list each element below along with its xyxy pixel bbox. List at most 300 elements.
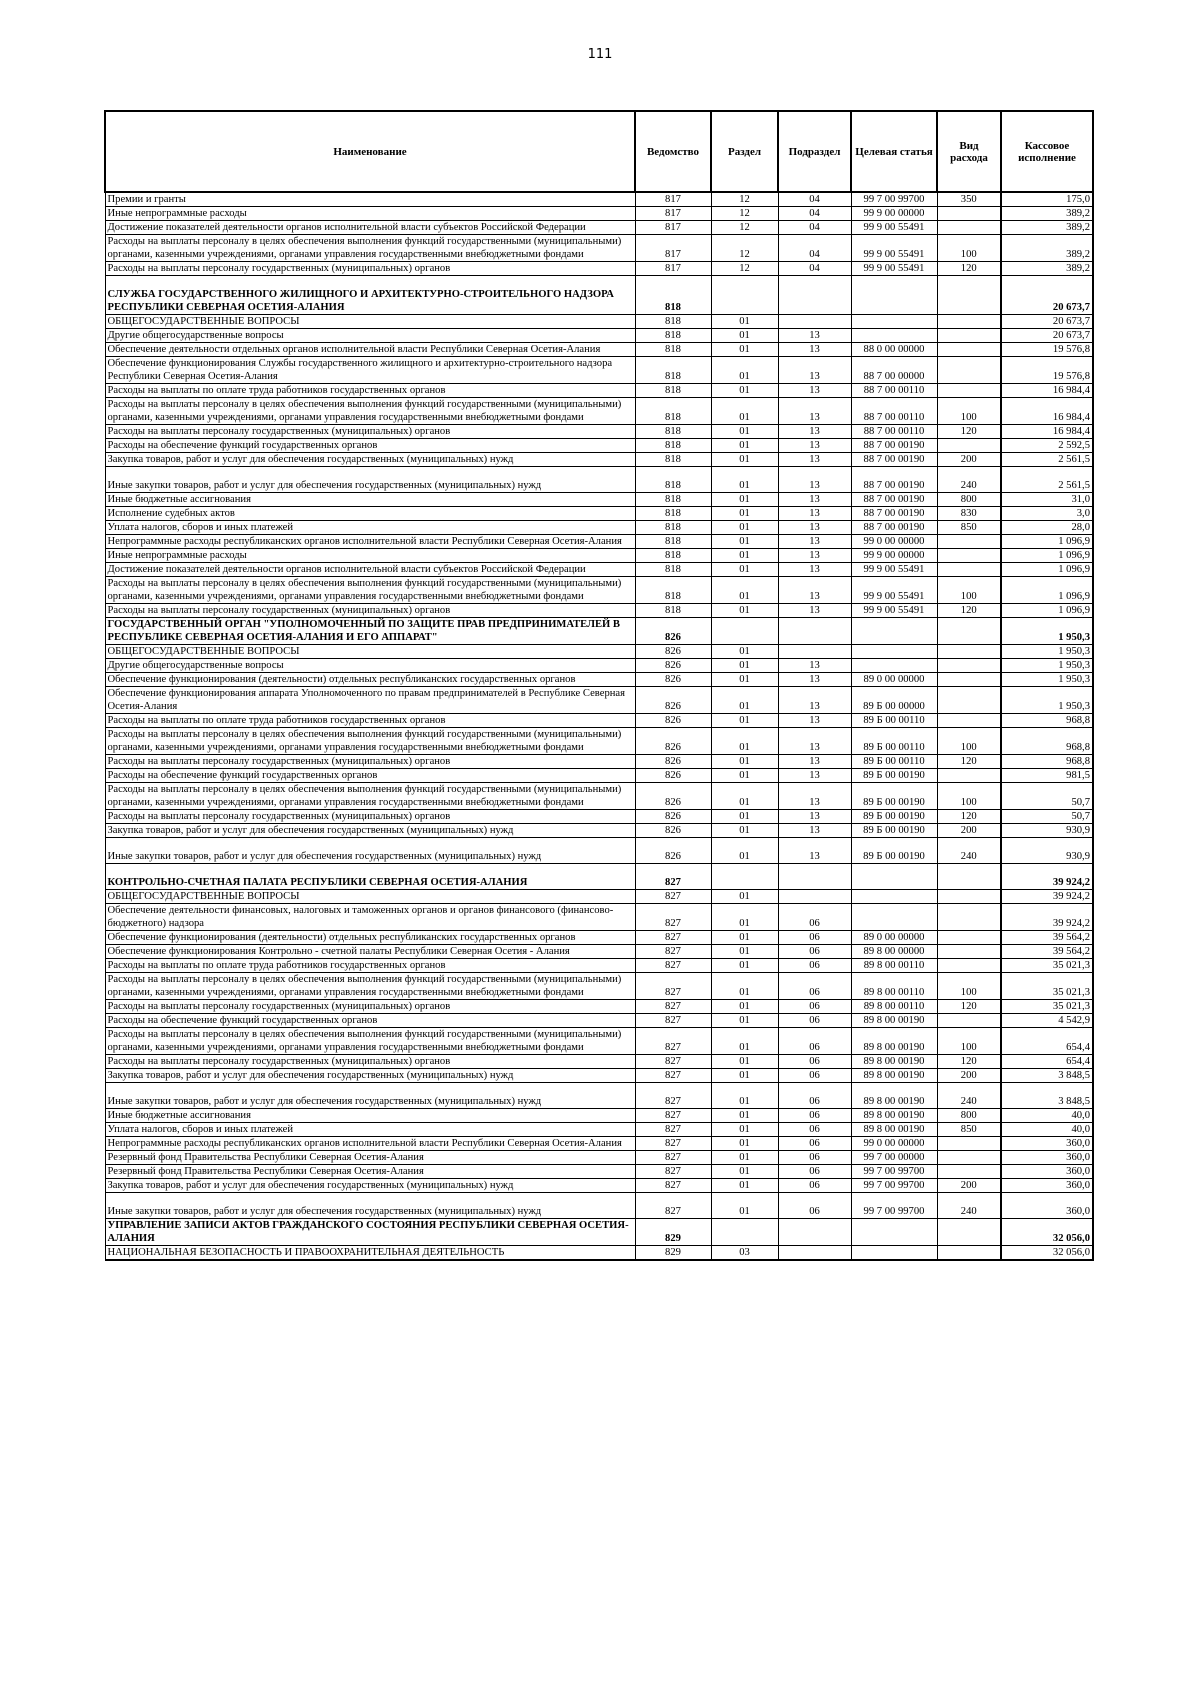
table-row <box>105 453 1093 467</box>
cell-department: 818 <box>635 384 711 398</box>
table-row <box>105 973 1093 1000</box>
cell-cash-execution: 4 542,9 <box>1001 1014 1093 1028</box>
cell-department: 827 <box>635 1055 711 1069</box>
cell-target-item: 89 Б 00 00110 <box>851 728 937 755</box>
cell-subsection: 13 <box>778 507 851 521</box>
table-row <box>105 425 1093 439</box>
table-row <box>105 1028 1093 1055</box>
cell-name: Обеспечение функционирования аппарата Уполномоченного по правам предпринимателей в Республике Северная Осетия-Алания <box>105 687 635 714</box>
cell-target-item: 89 8 00 00110 <box>851 973 937 1000</box>
header-department: Ведомство <box>635 111 711 192</box>
cell-subsection: 06 <box>778 1069 851 1083</box>
cell-name: Расходы на обеспечение функций государственных органов <box>105 769 635 783</box>
cell-cash-execution: 19 576,8 <box>1001 357 1093 384</box>
cell-subsection: 06 <box>778 973 851 1000</box>
cell-section: 01 <box>711 535 778 549</box>
cell-expense-type <box>937 207 1001 221</box>
cell-department: 827 <box>635 864 711 890</box>
cell-target-item: 99 9 00 55491 <box>851 577 937 604</box>
cell-section: 12 <box>711 221 778 235</box>
cell-expense-type: 100 <box>937 728 1001 755</box>
cell-section: 01 <box>711 1137 778 1151</box>
cell-cash-execution: 968,8 <box>1001 714 1093 728</box>
cell-target-item: 99 9 00 55491 <box>851 604 937 618</box>
table-row <box>105 549 1093 563</box>
cell-section: 01 <box>711 315 778 329</box>
cell-cash-execution: 19 576,8 <box>1001 343 1093 357</box>
cell-expense-type <box>937 904 1001 931</box>
cell-name: Закупка товаров, работ и услуг для обеспечения государственных (муниципальных) нужд <box>105 453 635 467</box>
cell-section: 01 <box>711 1109 778 1123</box>
cell-expense-type <box>937 1014 1001 1028</box>
cell-subsection: 06 <box>778 1137 851 1151</box>
table-row <box>105 398 1093 425</box>
cell-subsection: 13 <box>778 357 851 384</box>
cell-name: Расходы на выплаты персоналу в целях обеспечения выполнения функций государственными (муниципальными) органами, казенными учреждениями, органами управления государственными внебюджетными фондами <box>105 783 635 810</box>
cell-target-item: 99 9 00 55491 <box>851 563 937 577</box>
cell-cash-execution: 39 564,2 <box>1001 931 1093 945</box>
table-row <box>105 343 1093 357</box>
cell-expense-type: 800 <box>937 1109 1001 1123</box>
cell-department: 818 <box>635 276 711 315</box>
table-row <box>105 1151 1093 1165</box>
cell-section: 01 <box>711 973 778 1000</box>
table-row <box>105 714 1093 728</box>
cell-cash-execution: 20 673,7 <box>1001 329 1093 343</box>
cell-subsection <box>778 1246 851 1261</box>
table-row <box>105 221 1093 235</box>
cell-expense-type <box>937 357 1001 384</box>
table-row <box>105 563 1093 577</box>
cell-cash-execution: 654,4 <box>1001 1028 1093 1055</box>
cell-department: 818 <box>635 507 711 521</box>
cell-target-item: 89 8 00 00110 <box>851 1000 937 1014</box>
cell-name: Расходы на выплаты персоналу государственных (муниципальных) органов <box>105 755 635 769</box>
cell-cash-execution: 930,9 <box>1001 838 1093 864</box>
cell-section: 01 <box>711 507 778 521</box>
cell-subsection <box>778 315 851 329</box>
cell-cash-execution: 360,0 <box>1001 1179 1093 1193</box>
cell-cash-execution: 2 561,5 <box>1001 467 1093 493</box>
cell-subsection: 13 <box>778 439 851 453</box>
cell-cash-execution: 175,0 <box>1001 192 1093 207</box>
cell-section: 01 <box>711 467 778 493</box>
cell-expense-type: 850 <box>937 521 1001 535</box>
cell-cash-execution: 1 096,9 <box>1001 563 1093 577</box>
cell-section <box>711 1219 778 1246</box>
cell-section: 01 <box>711 659 778 673</box>
cell-cash-execution: 389,2 <box>1001 235 1093 262</box>
cell-department: 827 <box>635 931 711 945</box>
cell-name: Расходы на обеспечение функций государственных органов <box>105 1014 635 1028</box>
table-row <box>105 315 1093 329</box>
cell-department: 827 <box>635 1137 711 1151</box>
cell-section: 01 <box>711 577 778 604</box>
cell-expense-type <box>937 1137 1001 1151</box>
cell-target-item: 89 8 00 00000 <box>851 945 937 959</box>
cell-department: 827 <box>635 1000 711 1014</box>
header-row <box>105 111 1093 192</box>
cell-department: 827 <box>635 1014 711 1028</box>
table-row <box>105 467 1093 493</box>
cell-name: Обеспечение функционирования Контрольно - счетной палаты Республики Северная Осетия - Алания <box>105 945 635 959</box>
table-row <box>105 329 1093 343</box>
cell-section: 01 <box>711 1083 778 1109</box>
table-row <box>105 535 1093 549</box>
cell-target-item: 89 Б 00 00190 <box>851 810 937 824</box>
cell-target-item: 89 8 00 00190 <box>851 1055 937 1069</box>
cell-subsection <box>778 276 851 315</box>
cell-department: 818 <box>635 329 711 343</box>
table-row <box>105 618 1093 645</box>
cell-name: ОБЩЕГОСУДАРСТВЕННЫЕ ВОПРОСЫ <box>105 315 635 329</box>
cell-subsection: 13 <box>778 577 851 604</box>
cell-section: 01 <box>711 329 778 343</box>
header-name: Наименование <box>105 111 635 192</box>
table-row <box>105 755 1093 769</box>
cell-subsection: 13 <box>778 728 851 755</box>
cell-department: 827 <box>635 1151 711 1165</box>
table-row <box>105 904 1093 931</box>
cell-cash-execution: 3 848,5 <box>1001 1083 1093 1109</box>
cell-expense-type <box>937 1219 1001 1246</box>
cell-cash-execution: 35 021,3 <box>1001 959 1093 973</box>
table-header <box>105 111 1093 192</box>
cell-department: 818 <box>635 453 711 467</box>
table-row <box>105 687 1093 714</box>
cell-expense-type <box>937 673 1001 687</box>
cell-department: 826 <box>635 755 711 769</box>
cell-cash-execution: 39 924,2 <box>1001 890 1093 904</box>
cell-department: 826 <box>635 728 711 755</box>
cell-subsection <box>778 645 851 659</box>
cell-name: ОБЩЕГОСУДАРСТВЕННЫЕ ВОПРОСЫ <box>105 645 635 659</box>
cell-department: 818 <box>635 357 711 384</box>
cell-expense-type <box>937 549 1001 563</box>
cell-name: Достижение показателей деятельности органов исполнительной власти субъектов Российской Федерации <box>105 221 635 235</box>
cell-section: 01 <box>711 890 778 904</box>
table-row <box>105 207 1093 221</box>
cell-department: 827 <box>635 1165 711 1179</box>
cell-department: 827 <box>635 890 711 904</box>
cell-department: 818 <box>635 535 711 549</box>
table-row <box>105 1137 1093 1151</box>
cell-expense-type: 830 <box>937 507 1001 521</box>
cell-subsection: 06 <box>778 1179 851 1193</box>
cell-section: 01 <box>711 1179 778 1193</box>
cell-department: 827 <box>635 1109 711 1123</box>
cell-section: 01 <box>711 1193 778 1219</box>
cell-section <box>711 276 778 315</box>
cell-expense-type <box>937 769 1001 783</box>
cell-expense-type: 120 <box>937 1055 1001 1069</box>
header-cash-execution: Кассовое исполнение <box>1001 111 1093 192</box>
cell-name: СЛУЖБА ГОСУДАРСТВЕННОГО ЖИЛИЩНОГО И АРХИТЕКТУРНО-СТРОИТЕЛЬНОГО НАДЗОРА РЕСПУБЛИКИ СЕВЕРНАЯ ОСЕТИЯ-АЛАНИЯ <box>105 276 635 315</box>
budget-execution-table <box>104 110 1094 1261</box>
table-body <box>105 192 1093 1260</box>
cell-section: 01 <box>711 1165 778 1179</box>
cell-subsection: 06 <box>778 1028 851 1055</box>
cell-target-item: 99 9 00 00000 <box>851 207 937 221</box>
cell-cash-execution: 968,8 <box>1001 755 1093 769</box>
table-row <box>105 604 1093 618</box>
cell-expense-type <box>937 931 1001 945</box>
cell-department: 826 <box>635 714 711 728</box>
header-section: Раздел <box>711 111 778 192</box>
cell-department: 827 <box>635 904 711 931</box>
cell-section: 01 <box>711 687 778 714</box>
cell-section: 12 <box>711 262 778 276</box>
cell-target-item: 89 8 00 00190 <box>851 1028 937 1055</box>
cell-expense-type <box>937 714 1001 728</box>
cell-section: 01 <box>711 945 778 959</box>
table-row <box>105 1123 1093 1137</box>
cell-name: Иные бюджетные ассигнования <box>105 1109 635 1123</box>
cell-expense-type <box>937 945 1001 959</box>
cell-target-item: 89 Б 00 00190 <box>851 769 937 783</box>
cell-cash-execution: 360,0 <box>1001 1137 1093 1151</box>
cell-subsection: 13 <box>778 343 851 357</box>
table-row <box>105 1193 1093 1219</box>
cell-target-item: 99 0 00 00000 <box>851 535 937 549</box>
cell-name: Расходы на выплаты персоналу государственных (муниципальных) органов <box>105 262 635 276</box>
cell-name: Другие общегосударственные вопросы <box>105 659 635 673</box>
cell-target-item <box>851 659 937 673</box>
cell-cash-execution: 16 984,4 <box>1001 425 1093 439</box>
cell-cash-execution: 20 673,7 <box>1001 315 1093 329</box>
cell-target-item: 89 0 00 00000 <box>851 931 937 945</box>
cell-subsection: 06 <box>778 959 851 973</box>
header-target-item: Целевая статья <box>851 111 937 192</box>
cell-subsection: 13 <box>778 329 851 343</box>
cell-section: 01 <box>711 1123 778 1137</box>
cell-name: КОНТРОЛЬНО-СЧЕТНАЯ ПАЛАТА РЕСПУБЛИКИ СЕВЕРНАЯ ОСЕТИЯ-АЛАНИЯ <box>105 864 635 890</box>
cell-expense-type <box>937 343 1001 357</box>
page-number: 111 <box>587 47 613 62</box>
cell-expense-type: 100 <box>937 398 1001 425</box>
cell-expense-type <box>937 315 1001 329</box>
cell-target-item <box>851 864 937 890</box>
cell-section: 12 <box>711 192 778 207</box>
cell-name: Иные закупки товаров, работ и услуг для обеспечения государственных (муниципальных) нужд <box>105 838 635 864</box>
cell-target-item: 89 8 00 00190 <box>851 1123 937 1137</box>
cell-cash-execution: 32 056,0 <box>1001 1219 1093 1246</box>
cell-target-item: 99 7 00 99700 <box>851 1193 937 1219</box>
cell-section: 01 <box>711 769 778 783</box>
cell-target-item: 99 7 00 00000 <box>851 1151 937 1165</box>
cell-cash-execution: 20 673,7 <box>1001 276 1093 315</box>
cell-target-item: 99 9 00 55491 <box>851 221 937 235</box>
cell-expense-type: 120 <box>937 810 1001 824</box>
cell-name: НАЦИОНАЛЬНАЯ БЕЗОПАСНОСТЬ И ПРАВООХРАНИТЕЛЬНАЯ ДЕЯТЕЛЬНОСТЬ <box>105 1246 635 1261</box>
cell-cash-execution: 1 096,9 <box>1001 549 1093 563</box>
cell-subsection: 13 <box>778 659 851 673</box>
cell-expense-type <box>937 563 1001 577</box>
cell-subsection <box>778 890 851 904</box>
table-row <box>105 810 1093 824</box>
cell-name: Обеспечение функционирования (деятельности) отдельных республиканских государственных органов <box>105 673 635 687</box>
cell-cash-execution: 1 096,9 <box>1001 604 1093 618</box>
cell-cash-execution: 360,0 <box>1001 1193 1093 1219</box>
header-subsection: Подраздел <box>778 111 851 192</box>
cell-cash-execution: 2 592,5 <box>1001 439 1093 453</box>
cell-target-item: 89 0 00 00000 <box>851 673 937 687</box>
cell-department: 827 <box>635 1028 711 1055</box>
cell-name: Расходы на выплаты персоналу в целях обеспечения выполнения функций государственными (муниципальными) органами, казенными учреждениями, органами управления государственными внебюджетными фондами <box>105 577 635 604</box>
cell-subsection: 04 <box>778 262 851 276</box>
cell-section: 01 <box>711 521 778 535</box>
cell-subsection: 04 <box>778 192 851 207</box>
cell-department: 827 <box>635 1123 711 1137</box>
cell-department: 827 <box>635 1069 711 1083</box>
cell-target-item: 89 Б 00 00000 <box>851 687 937 714</box>
cell-expense-type <box>937 439 1001 453</box>
cell-name: Достижение показателей деятельности органов исполнительной власти субъектов Российской Федерации <box>105 563 635 577</box>
cell-target-item: 88 7 00 00190 <box>851 493 937 507</box>
cell-section: 01 <box>711 357 778 384</box>
cell-section: 01 <box>711 673 778 687</box>
cell-department: 826 <box>635 687 711 714</box>
table-row <box>105 577 1093 604</box>
cell-target-item: 89 Б 00 00190 <box>851 838 937 864</box>
cell-department: 818 <box>635 521 711 535</box>
cell-department: 826 <box>635 659 711 673</box>
cell-subsection: 13 <box>778 398 851 425</box>
cell-department: 826 <box>635 783 711 810</box>
cell-department: 829 <box>635 1246 711 1261</box>
cell-name: Обеспечение деятельности отдельных органов исполнительной власти Республики Северная Осетия-Алания <box>105 343 635 357</box>
cell-subsection: 13 <box>778 769 851 783</box>
cell-subsection: 13 <box>778 673 851 687</box>
cell-subsection: 06 <box>778 931 851 945</box>
cell-name: Иные бюджетные ассигнования <box>105 493 635 507</box>
cell-department: 817 <box>635 221 711 235</box>
cell-name: УПРАВЛЕНИЕ ЗАПИСИ АКТОВ ГРАЖДАНСКОГО СОСТОЯНИЯ РЕСПУБЛИКИ СЕВЕРНАЯ ОСЕТИЯ-АЛАНИЯ <box>105 1219 635 1246</box>
cell-expense-type <box>937 221 1001 235</box>
cell-expense-type: 850 <box>937 1123 1001 1137</box>
cell-cash-execution: 32 056,0 <box>1001 1246 1093 1261</box>
cell-cash-execution: 389,2 <box>1001 221 1093 235</box>
cell-expense-type: 100 <box>937 973 1001 1000</box>
cell-expense-type: 200 <box>937 1179 1001 1193</box>
cell-target-item: 88 7 00 00190 <box>851 453 937 467</box>
cell-target-item: 89 8 00 00190 <box>851 1109 937 1123</box>
cell-expense-type <box>937 645 1001 659</box>
cell-expense-type: 200 <box>937 1069 1001 1083</box>
table-row <box>105 521 1093 535</box>
cell-target-item: 99 9 00 55491 <box>851 262 937 276</box>
cell-name: Премии и гранты <box>105 192 635 207</box>
cell-subsection: 06 <box>778 1151 851 1165</box>
cell-name: Расходы на выплаты персоналу в целях обеспечения выполнения функций государственными (муниципальными) органами, казенными учреждениями, органами управления государственными внебюджетными фондами <box>105 728 635 755</box>
cell-section: 01 <box>711 439 778 453</box>
cell-subsection: 13 <box>778 687 851 714</box>
cell-subsection: 13 <box>778 783 851 810</box>
cell-target-item: 88 7 00 00190 <box>851 439 937 453</box>
cell-department: 818 <box>635 467 711 493</box>
cell-section: 01 <box>711 838 778 864</box>
table-row <box>105 673 1093 687</box>
table-row <box>105 1246 1093 1261</box>
cell-target-item <box>851 329 937 343</box>
cell-subsection: 06 <box>778 1165 851 1179</box>
cell-subsection: 04 <box>778 207 851 221</box>
cell-expense-type: 240 <box>937 467 1001 493</box>
table-row <box>105 192 1093 207</box>
cell-section: 01 <box>711 549 778 563</box>
cell-expense-type: 120 <box>937 604 1001 618</box>
cell-section: 01 <box>711 755 778 769</box>
cell-subsection: 04 <box>778 235 851 262</box>
cell-target-item: 89 8 00 00190 <box>851 1069 937 1083</box>
cell-expense-type <box>937 959 1001 973</box>
cell-department: 818 <box>635 425 711 439</box>
cell-name: Резервный фонд Правительства Республики Северная Осетия-Алания <box>105 1165 635 1179</box>
cell-section: 01 <box>711 645 778 659</box>
cell-subsection: 13 <box>778 535 851 549</box>
table-row <box>105 357 1093 384</box>
cell-section: 01 <box>711 824 778 838</box>
cell-subsection: 13 <box>778 714 851 728</box>
table-row <box>105 384 1093 398</box>
cell-cash-execution: 1 096,9 <box>1001 577 1093 604</box>
cell-target-item: 99 9 00 55491 <box>851 235 937 262</box>
cell-name: Расходы на обеспечение функций государственных органов <box>105 439 635 453</box>
cell-subsection: 06 <box>778 1123 851 1137</box>
table-row <box>105 1083 1093 1109</box>
cell-department: 827 <box>635 945 711 959</box>
cell-cash-execution: 1 950,3 <box>1001 645 1093 659</box>
cell-target-item: 88 7 00 00190 <box>851 467 937 493</box>
cell-department: 818 <box>635 604 711 618</box>
cell-subsection: 13 <box>778 493 851 507</box>
table-row <box>105 783 1093 810</box>
cell-expense-type: 240 <box>937 838 1001 864</box>
cell-section: 12 <box>711 207 778 221</box>
table-row <box>105 1055 1093 1069</box>
cell-expense-type <box>937 618 1001 645</box>
table-row <box>105 659 1093 673</box>
cell-subsection: 06 <box>778 945 851 959</box>
cell-section: 01 <box>711 931 778 945</box>
cell-name: Обеспечение функционирования Службы государственного жилищного и архитектурно-строительного надзора Республики Северная Осетия-Алания <box>105 357 635 384</box>
cell-target-item <box>851 645 937 659</box>
cell-cash-execution: 360,0 <box>1001 1165 1093 1179</box>
cell-subsection: 13 <box>778 453 851 467</box>
cell-cash-execution: 3 848,5 <box>1001 1069 1093 1083</box>
cell-expense-type <box>937 864 1001 890</box>
cell-target-item: 99 7 00 99700 <box>851 1165 937 1179</box>
cell-target-item: 99 9 00 00000 <box>851 549 937 563</box>
cell-department: 826 <box>635 645 711 659</box>
cell-section: 01 <box>711 493 778 507</box>
cell-department: 826 <box>635 618 711 645</box>
cell-name: Расходы на выплаты по оплате труда работников государственных органов <box>105 714 635 728</box>
table-row <box>105 1179 1093 1193</box>
cell-section <box>711 618 778 645</box>
table-row <box>105 235 1093 262</box>
cell-subsection: 06 <box>778 1193 851 1219</box>
cell-expense-type <box>937 659 1001 673</box>
cell-name: Расходы на выплаты персоналу государственных (муниципальных) органов <box>105 1000 635 1014</box>
cell-expense-type: 800 <box>937 493 1001 507</box>
cell-subsection: 13 <box>778 467 851 493</box>
cell-expense-type <box>937 1151 1001 1165</box>
table-row <box>105 945 1093 959</box>
cell-expense-type <box>937 384 1001 398</box>
cell-name: Резервный фонд Правительства Республики Северная Осетия-Алания <box>105 1151 635 1165</box>
cell-target-item: 99 7 00 99700 <box>851 192 937 207</box>
